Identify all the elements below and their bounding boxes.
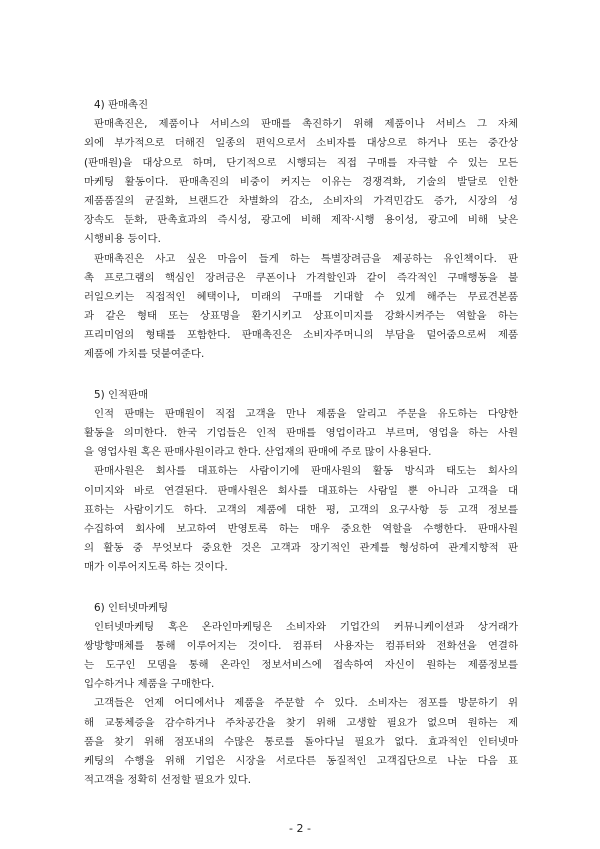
text-line: 외에 부가적으로 더해진 일종의 편익으로서 소비자를 대상으로 하거나 또는 중간상 [84, 137, 518, 150]
text-line: 는 도구인 모뎀을 통해 온라인 정보서비스에 접속하여 자신이 원하는 제품정보를 [84, 659, 518, 672]
text-line: 을 영업사원 혹은 판매사원이라고 한다. 산업재의 판매에 주로 많이 사용된다. [84, 446, 432, 459]
text-line: 판매촉진은, 제품이나 서비스의 판매를 촉진하기 위해 제품이나 서비스 그 자체 [94, 118, 518, 131]
text-line: 판매사원은 회사를 대표하는 사람이기에 판매사원의 활동 방식과 태도는 회사의 [94, 465, 518, 478]
paragraph [84, 618, 518, 695]
text-line: 입수하거나 제품을 구매한다. [84, 678, 215, 691]
page-number: - 2 - [289, 822, 311, 835]
text-line: 과 같은 형태 또는 상표명을 환기시키고 상표이미지를 강화시켜주는 역할을 하는 [84, 310, 518, 323]
paragraph [84, 462, 518, 577]
section-heading: 5) 인적판매 [94, 388, 149, 401]
text-line: 적고객을 정확히 선정할 필요가 있다. [84, 774, 252, 787]
section [84, 386, 518, 578]
text-line: 판매촉진은 사고 싶은 마음이 들게 하는 특별장려금을 제공하는 유인책이다. 판 [94, 252, 518, 265]
text-line: 쌍방향매체를 통해 이루어지는 것이다. 컴퓨터 사용자는 컴퓨터와 전화선을 연결하 [84, 639, 518, 652]
text-line: 인적 판매는 판매원이 직접 고객을 만나 제품을 알리고 주문을 유도하는 다양한 [94, 407, 518, 420]
paragraph [84, 694, 518, 790]
text-line: 고객들은 언제 어디에서나 제품을 주문할 수 있다. 소비자는 점포를 방문하기 위 [94, 697, 518, 710]
text-line: 프리미엄의 형태를 포함한다. 판매촉진은 소비자주머니의 부담을 덜어줌으로써 제품 [84, 329, 518, 342]
text-line: 의 활동 중 무엇보다 중요한 것은 고객과 장기적인 관계를 형성하여 관계지향적 판 [84, 542, 518, 555]
text-line: 수집하여 회사에 보고하여 반영토록 하는 매우 중요한 역할을 수행한다. 판매사원 [84, 522, 518, 535]
section-heading: 4) 판매촉진 [94, 99, 149, 111]
section [84, 96, 518, 365]
text-line: 러일으키는 직접적인 혜택이나, 미래의 구매를 기대할 수 있게 해주는 무료견본품 [84, 290, 518, 303]
text-line: 인터넷마케팅 혹은 온라인마케팅은 소비자와 기업간의 커뮤니케이션과 상거래가 [94, 620, 518, 633]
text-line: 제품에 가치를 덧붙여준다. [84, 348, 205, 361]
text-line: 이미지와 바로 연결된다. 판매사원은 회사를 대표하는 사람일 뿐 아니라 고객을 대 [84, 484, 518, 497]
text-line: 표하는 사람이기도 하다. 고객의 제품에 대한 평, 고객의 요구사항 등 고객 정보를 [84, 503, 518, 516]
paragraph [84, 250, 518, 365]
text-line: 매가 이루어지도록 하는 것이다. [84, 561, 228, 574]
text-line: 케팅의 수행을 위해 기업은 시장을 서로다른 동질적인 고객집단으로 나눈 다음 표 [84, 755, 518, 767]
text-line: 활동을 의미한다. 한국 기업들은 인적 판매를 영업이라고 부르며, 영업을 하는 사원 [84, 427, 518, 439]
section-heading: 6) 인터넷마케팅 [94, 601, 169, 614]
document-body [84, 96, 518, 790]
paragraph [84, 405, 518, 463]
text-line: 마케팅 활동이다. 판매촉진의 비중이 커지는 이유는 경쟁격화, 기술의 발달로 인한 [84, 175, 518, 188]
text-line: 제품품질의 균질화, 브랜드간 차별화의 감소, 소비자의 가격민감도 증가, 시장의 성 [84, 194, 518, 207]
text-line: 해 교통체증을 감수하거나 주차공간을 찾기 위해 고생할 필요가 없으며 원하는 제 [84, 716, 518, 729]
text-line: 촉 프로그램의 핵심인 장려금은 쿠폰이나 가격할인과 같이 즉각적인 구매행동을 불 [84, 271, 518, 284]
text-line: 시행비용 등이다. [84, 233, 161, 246]
paragraph [84, 115, 518, 249]
text-line: 품을 찾기 위해 점포내의 수많은 통로를 돌아다닐 필요가 없다. 효과적인 인터넷마 [84, 735, 518, 748]
section [84, 599, 518, 791]
text-line: (판매원)을 대상으로 하며, 단기적으로 시행되는 직접 구매를 자극할 수 있는 모든 [84, 156, 518, 169]
text-line: 장속도 둔화, 판촉효과의 즉시성, 광고에 비해 제작·시행 용이성, 광고에 비해 낮은 [84, 214, 518, 227]
